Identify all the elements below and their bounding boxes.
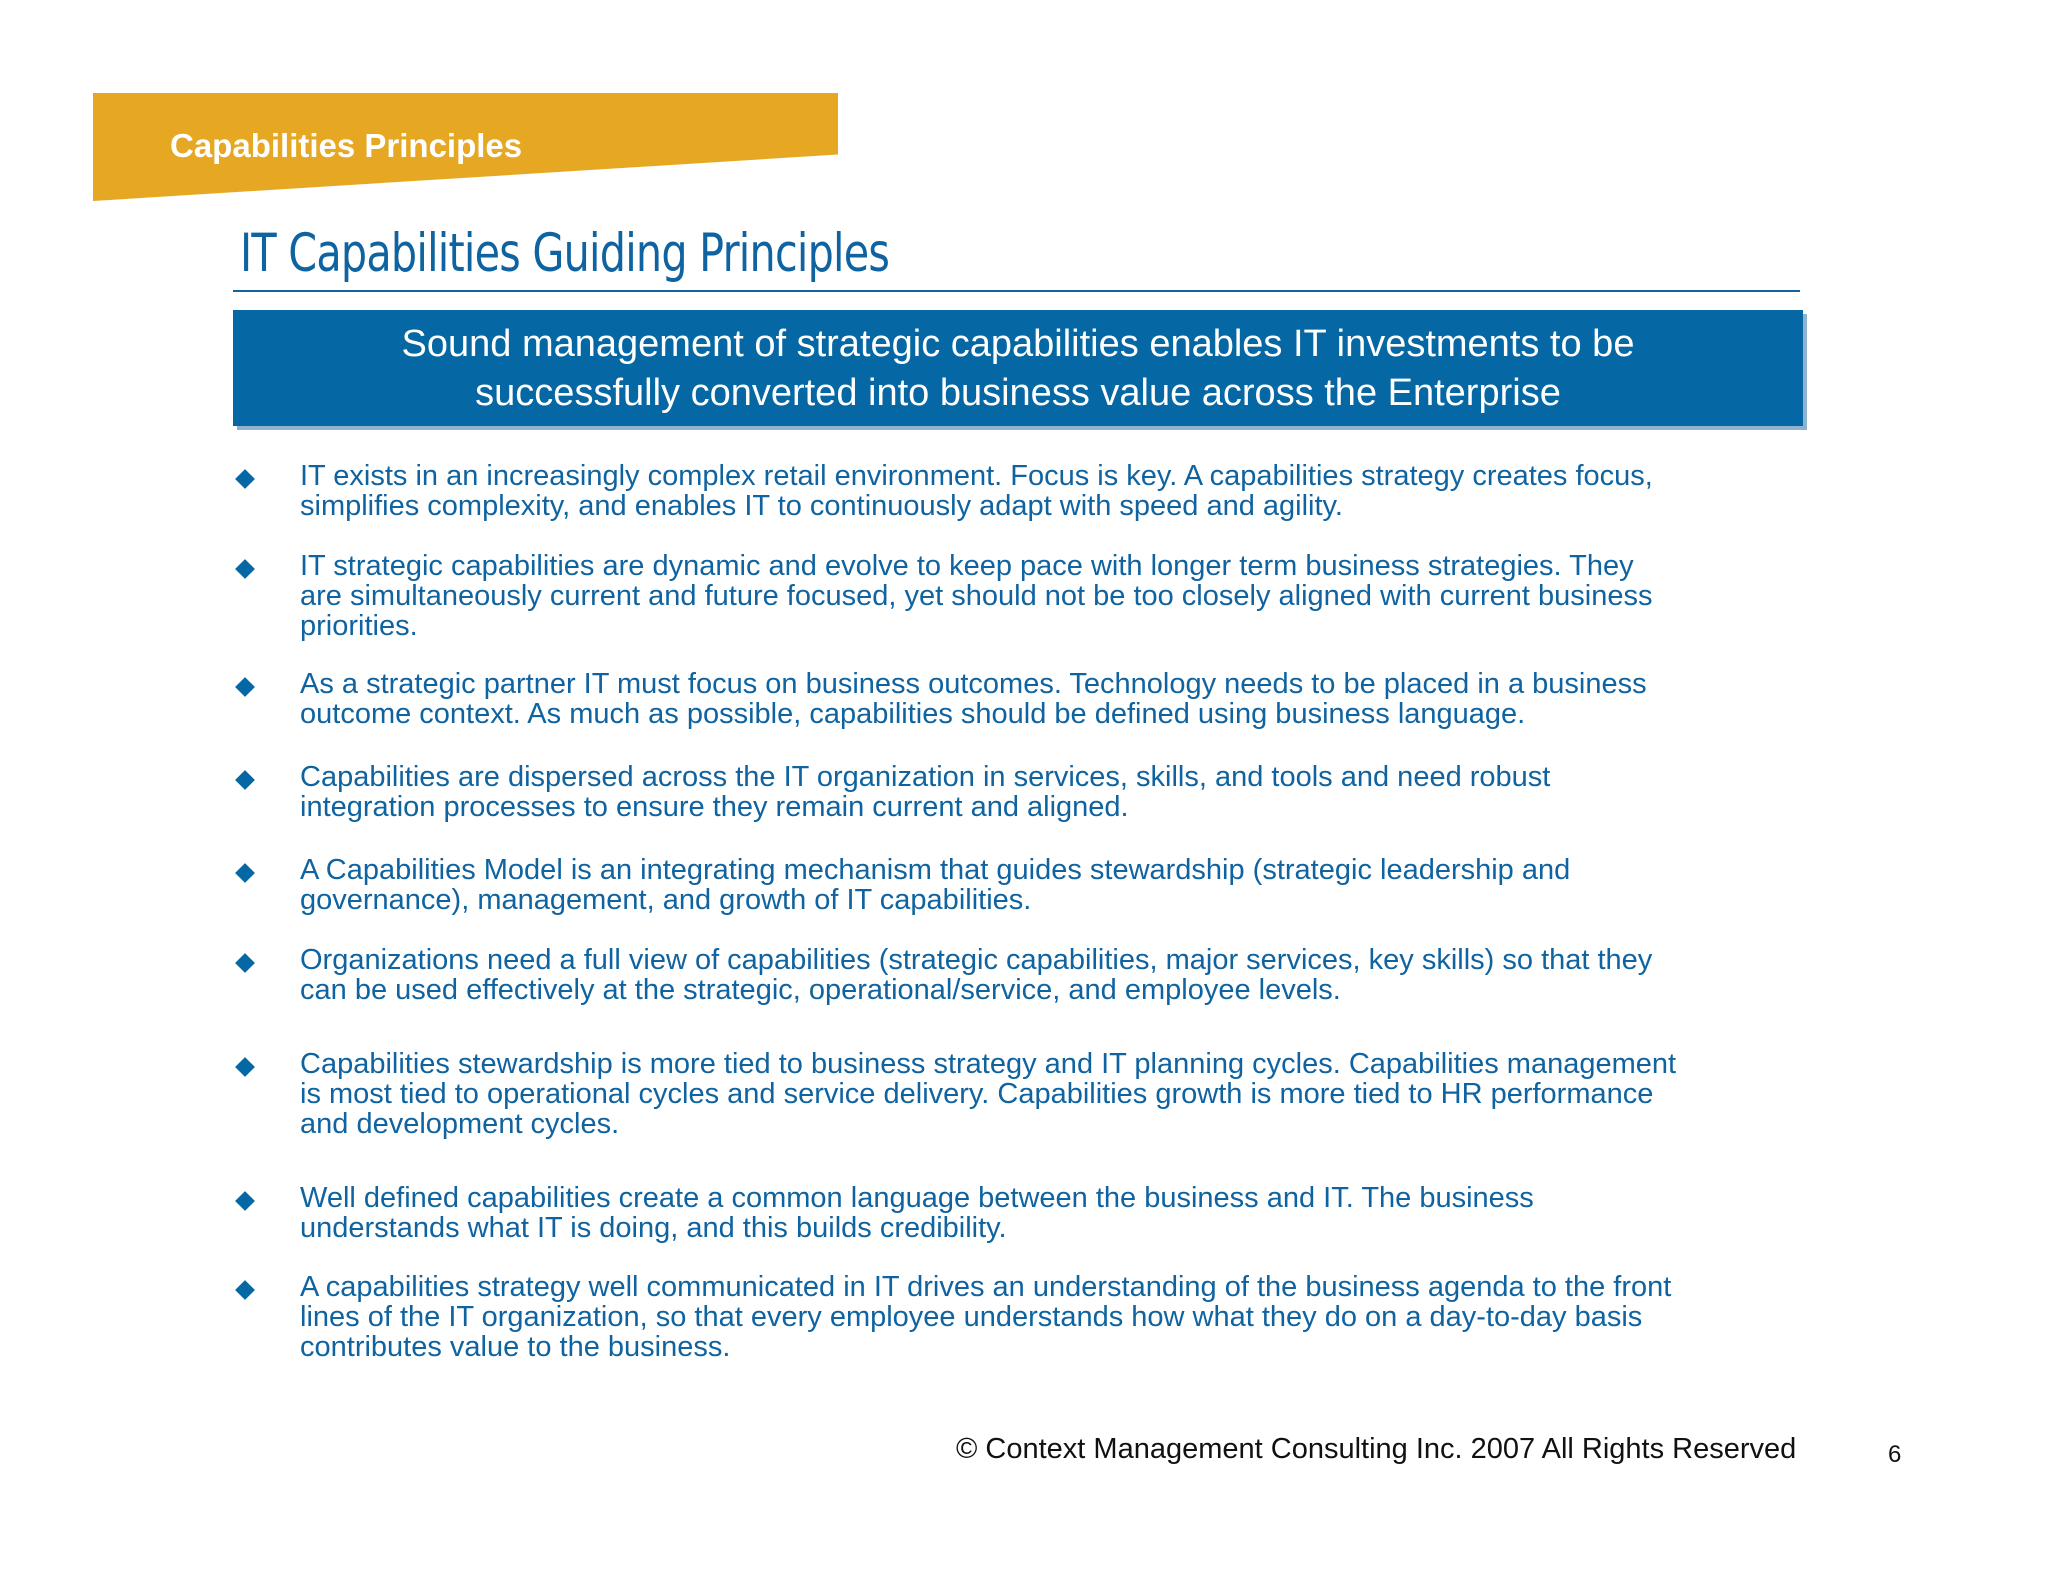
principle-text: [300, 1272, 1800, 1362]
principle-text: [300, 461, 1800, 521]
page-title: IT Capabilities Guiding Principles: [240, 223, 890, 284]
principle-text: [300, 855, 1800, 915]
section-tab-label: Capabilities Principles: [170, 127, 523, 164]
diamond-bullet-icon: [235, 1057, 255, 1077]
banner-line-2: successfully converted into business value across the Enterprise: [475, 372, 1561, 414]
principle-line: contributes value to the business.: [300, 1331, 731, 1363]
diamond-bullet-icon: [235, 953, 255, 973]
principle-line: simplifies complexity, and enables IT to continuously adapt with speed and agility.: [300, 490, 1343, 522]
principle-line: Organizations need a full view of capabilities (strategic capabilities, major services, key skills) so that they: [300, 944, 1653, 976]
principle-line: priorities.: [300, 610, 418, 642]
principle-text: [300, 762, 1800, 822]
principle-line: is most tied to operational cycles and service delivery. Capabilities growth is more tied to HR performance: [300, 1078, 1654, 1110]
diamond-bullet-icon: [235, 863, 255, 883]
principle-line: understands what IT is doing, and this builds credibility.: [300, 1212, 1007, 1244]
principle-line: A capabilities strategy well communicated in IT drives an understanding of the business agenda to the front: [300, 1271, 1672, 1303]
principle-line: governance), management, and growth of IT capabilities.: [300, 884, 1032, 916]
copyright-notice: © Context Management Consulting Inc. 2007 All Rights Reserved: [956, 1433, 1797, 1465]
principle-text: [300, 945, 1800, 1005]
diamond-bullet-icon: [235, 469, 255, 489]
diamond-bullet-icon: [235, 1191, 255, 1211]
diamond-bullet-icon: [235, 677, 255, 697]
principle-line: integration processes to ensure they remain current and aligned.: [300, 791, 1129, 823]
principle-line: Capabilities are dispersed across the IT organization in services, skills, and tools and need robust: [300, 761, 1551, 793]
principle-line: As a strategic partner IT must focus on business outcomes. Technology needs to be placed in a business: [300, 668, 1647, 700]
page-number: 6: [1888, 1441, 1902, 1468]
principle-line: lines of the IT organization, so that every employee understands how what they do on a day-to-day basis: [300, 1301, 1643, 1333]
principle-text: [300, 1049, 1800, 1139]
banner-line-1: Sound management of strategic capabilities enables IT investments to be: [401, 323, 1635, 365]
principle-text: [300, 669, 1800, 729]
principle-text: [300, 551, 1800, 641]
principle-line: are simultaneously current and future focused, yet should not be too closely aligned with current business: [300, 580, 1653, 612]
principle-line: IT exists in an increasingly complex retail environment. Focus is key. A capabilities strategy creates focus,: [300, 460, 1653, 492]
diamond-bullet-icon: [235, 770, 255, 790]
principle-line: outcome context. As much as possible, capabilities should be defined using business language.: [300, 698, 1526, 730]
principle-line: Well defined capabilities create a common language between the business and IT. The business: [300, 1182, 1534, 1214]
principle-line: Capabilities stewardship is more tied to business strategy and IT planning cycles. Capabilities management: [300, 1048, 1677, 1080]
principle-text: [300, 1183, 1800, 1243]
principle-line: A Capabilities Model is an integrating mechanism that guides stewardship (strategic leadership and: [300, 854, 1571, 886]
principle-line: can be used effectively at the strategic, operational/service, and employee levels.: [300, 974, 1341, 1006]
principle-line: IT strategic capabilities are dynamic and evolve to keep pace with longer term business strategies. They: [300, 550, 1634, 582]
diamond-bullet-icon: [235, 559, 255, 579]
diamond-bullet-icon: [235, 1280, 255, 1300]
principle-line: and development cycles.: [300, 1108, 620, 1140]
